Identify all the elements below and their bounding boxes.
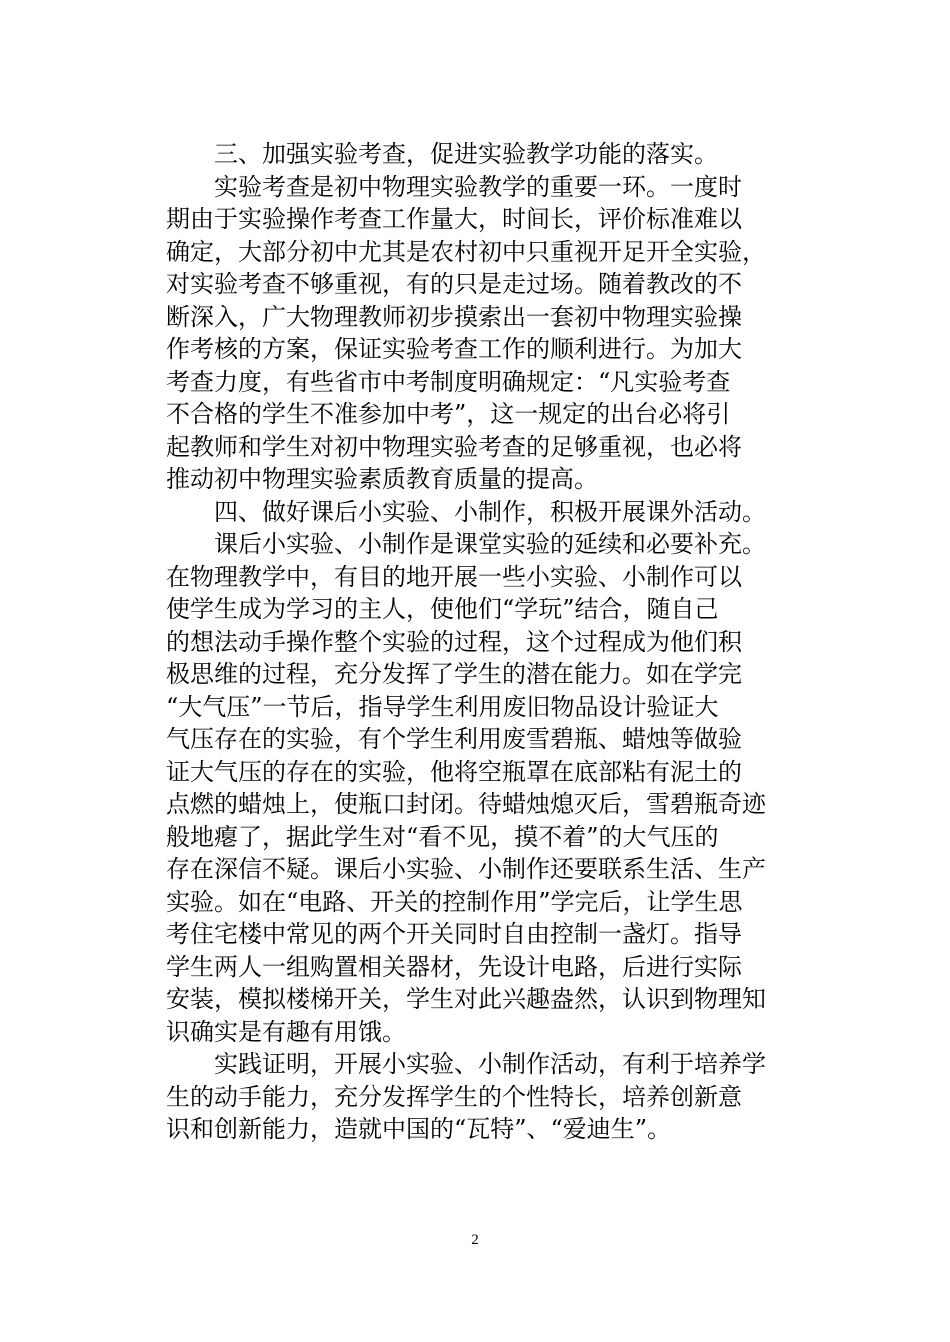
text-line: 作考核的方案，保证实验考查工作的顺利进行。为加大 [166,335,742,363]
text-line: 使学生成为学习的主人，使他们“学玩”结合，随自己 [166,595,719,623]
text-line: 安装，模拟楼梯开关，学生对此兴趣盎然，认识到物理知 [166,985,766,1013]
text-line: 确定，大部分初中尤其是农村初中只重视开足开全实验， [166,237,766,266]
text-line: 期由于实验操作考查工作量大，时间长，评价标准难以 [166,205,742,233]
text-line: 学生两人一组购置相关器材，先设计电路，后进行实际 [166,952,742,981]
text-line: 实践证明，开展小实验、小制作活动，有利于培养学 [166,1050,766,1078]
text-line: 存在深信不疑。课后小实验、小制作还要联系生活、生产 [166,855,766,883]
text-line: 推动初中物理实验素质教育质量的提高。 [166,465,598,493]
text-line: 生的动手能力，充分发挥学生的个性特长，培养创新意 [166,1082,742,1111]
text-line: 识确实是有趣有用饿。 [166,1017,406,1046]
text-line: 证大气压的存在的实验，他将空瓶罩在底部粘有泥土的 [166,757,742,786]
text-line: 对实验考查不够重视，有的只是走过场。随着教改的不 [166,270,742,298]
text-line: 般地瘪了，据此学生对“看不见，摸不着”的大气压的 [166,822,719,851]
text-line: 实验。如在“电路、开关的控制作用”学完后，让学生思 [166,887,743,916]
text-line: 点燃的蜡烛上，使瓶口封闭。待蜡烛熄灭后，雪碧瓶奇迹 [166,790,766,818]
text-line: 不合格的学生不准参加中考”，这一规定的出台必将引 [166,400,731,428]
text-line: 课后小实验、小制作是课堂实验的延续和必要补充。 [166,530,766,558]
text-line: 考查力度，有些省市中考制度明确规定：“凡实验考查 [166,367,731,396]
text-line: 三、加强实验考查，促进实验教学功能的落实。 [166,140,718,168]
text-line: “大气压”一节后，指导学生利用废旧物品设计验证大 [166,692,719,721]
text-line: 起教师和学生对初中物理实验考查的足够重视，也必将 [166,432,742,461]
text-line: 识和创新能力，造就中国的“瓦特”、“爱迪生”。 [166,1115,672,1143]
text-line: 极思维的过程，充分发挥了学生的潜在能力。如在学完 [166,660,742,688]
page-number: 2 [471,1232,479,1248]
text-line: 四、做好课后小实验、小制作，积极开展课外活动。 [166,497,766,526]
text-line: 断深入，广大物理教师初步摸索出一套初中物理实验操 [166,302,742,331]
text-line: 的想法动手操作整个实验的过程，这个过程成为他们积 [166,627,742,656]
text-line: 在物理教学中，有目的地开展一些小实验、小制作可以 [166,562,742,591]
document-body [166,138,796,1146]
text-line: 实验考查是初中物理实验教学的重要一环。一度时 [166,172,742,201]
text-line: 气压存在的实验，有个学生利用废雪碧瓶、蜡烛等做验 [166,725,742,753]
text-line: 考住宅楼中常见的两个开关同时自由控制一盏灯。指导 [166,920,742,948]
